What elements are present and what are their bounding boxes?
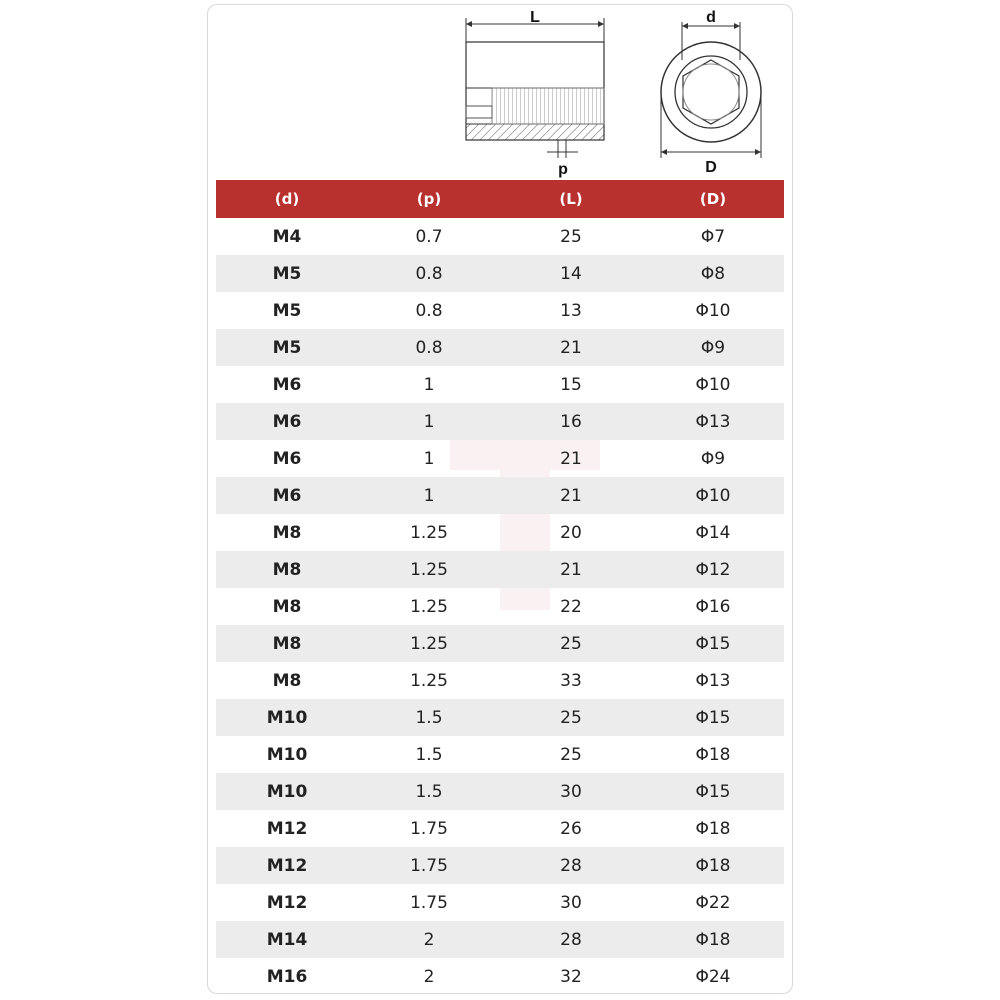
cell-pitch: 1.25 (410, 596, 448, 617)
cell-diameter: Φ10 (695, 485, 731, 506)
cell-thread-size: M8 (272, 559, 302, 580)
label-d: d (706, 9, 716, 26)
cell-thread-size: M8 (272, 522, 302, 543)
cell-length: 32 (560, 966, 582, 987)
cell-pitch: 1 (423, 411, 435, 432)
cell-thread-size: M5 (272, 263, 302, 284)
cell-pitch: 1.5 (415, 707, 443, 728)
cell-length: 13 (560, 300, 582, 321)
table-row (216, 736, 784, 773)
cell-thread-size: M6 (272, 374, 302, 395)
cell-thread-size: M14 (266, 929, 308, 950)
table-row (216, 218, 784, 255)
cell-pitch: 2 (423, 966, 435, 987)
cell-pitch: 1.5 (415, 744, 443, 765)
cell-diameter: Φ13 (695, 411, 731, 432)
table-row (216, 588, 784, 625)
cell-length: 21 (560, 448, 582, 469)
cell-diameter: Φ9 (700, 337, 726, 358)
cell-length: 21 (560, 559, 582, 580)
table-row (216, 477, 784, 514)
cell-length: 25 (560, 633, 582, 654)
cell-diameter: Φ10 (695, 374, 731, 395)
cell-diameter: Φ15 (695, 633, 731, 654)
end-view (661, 22, 761, 158)
label-D: D (705, 159, 717, 176)
table-row (216, 884, 784, 921)
cell-diameter: Φ24 (695, 966, 731, 987)
table-body (216, 218, 784, 995)
table-row (216, 625, 784, 662)
cell-diameter: Φ18 (695, 929, 731, 950)
cell-pitch: 1.75 (410, 892, 448, 913)
cell-pitch: 1.25 (410, 670, 448, 691)
cell-pitch: 1 (423, 448, 435, 469)
cell-thread-size: M5 (272, 300, 302, 321)
coupling-nut-diagram (0, 0, 1000, 180)
cell-diameter: Φ18 (695, 744, 731, 765)
cell-pitch: 1.25 (410, 559, 448, 580)
cell-length: 20 (560, 522, 582, 543)
table-row (216, 366, 784, 403)
table-row (216, 699, 784, 736)
cell-diameter: Φ10 (695, 300, 731, 321)
cell-length: 16 (560, 411, 582, 432)
cell-diameter: Φ8 (700, 263, 726, 284)
cell-diameter: Φ22 (695, 892, 731, 913)
cell-length: 22 (560, 596, 582, 617)
cell-diameter: Φ18 (695, 818, 731, 839)
cell-pitch: 1.25 (410, 633, 448, 654)
cell-length: 30 (560, 892, 582, 913)
table-row (216, 773, 784, 810)
table-header (216, 180, 784, 218)
cell-pitch: 1 (423, 485, 435, 506)
cell-length: 33 (560, 670, 582, 691)
table-row (216, 847, 784, 884)
cell-thread-size: M5 (272, 337, 302, 358)
table-row (216, 440, 784, 477)
cell-pitch: 1.25 (410, 522, 448, 543)
header-D: (D) (699, 190, 727, 208)
cell-length: 21 (560, 337, 582, 358)
table-row (216, 551, 784, 588)
cell-thread-size: M6 (272, 485, 302, 506)
cell-thread-size: M12 (266, 818, 308, 839)
table-row (216, 255, 784, 292)
cell-thread-size: M8 (272, 633, 302, 654)
label-p: p (558, 161, 568, 178)
cell-diameter: Φ7 (700, 226, 726, 247)
cell-thread-size: M6 (272, 448, 302, 469)
cell-diameter: Φ13 (695, 670, 731, 691)
cell-length: 25 (560, 744, 582, 765)
cell-thread-size: M10 (266, 707, 308, 728)
cell-pitch: 1.75 (410, 818, 448, 839)
cell-diameter: Φ9 (700, 448, 726, 469)
cell-thread-size: M16 (266, 966, 308, 987)
spec-table (216, 180, 784, 995)
cell-pitch: 0.8 (415, 263, 443, 284)
label-L: L (530, 9, 540, 26)
cell-diameter: Φ18 (695, 855, 731, 876)
cell-thread-size: M8 (272, 596, 302, 617)
cell-pitch: 2 (423, 929, 435, 950)
cell-diameter: Φ14 (695, 522, 731, 543)
header-p: (p) (416, 190, 442, 208)
cell-pitch: 1.5 (415, 781, 443, 802)
cell-length: 28 (560, 929, 582, 950)
cell-thread-size: M8 (272, 670, 302, 691)
cell-thread-size: M10 (266, 781, 308, 802)
table-row (216, 514, 784, 551)
cell-diameter: Φ15 (695, 707, 731, 728)
cell-diameter: Φ16 (695, 596, 731, 617)
cell-thread-size: M12 (266, 892, 308, 913)
cell-thread-size: M12 (266, 855, 308, 876)
cell-pitch: 1.75 (410, 855, 448, 876)
table-row (216, 958, 784, 995)
cell-pitch: 0.7 (415, 226, 443, 247)
table-row (216, 810, 784, 847)
table-row (216, 921, 784, 958)
cell-thread-size: M6 (272, 411, 302, 432)
cell-length: 25 (560, 707, 582, 728)
cell-length: 14 (560, 263, 582, 284)
cell-length: 26 (560, 818, 582, 839)
cell-length: 30 (560, 781, 582, 802)
cell-length: 25 (560, 226, 582, 247)
cell-length: 21 (560, 485, 582, 506)
cell-diameter: Φ15 (695, 781, 731, 802)
cell-thread-size: M4 (272, 226, 302, 247)
cell-length: 15 (560, 374, 582, 395)
table-row (216, 403, 784, 440)
cell-pitch: 0.8 (415, 337, 443, 358)
cell-pitch: 1 (423, 374, 435, 395)
cell-thread-size: M10 (266, 744, 308, 765)
header-L: (L) (559, 190, 583, 208)
table-row (216, 662, 784, 699)
cell-length: 28 (560, 855, 582, 876)
cell-diameter: Φ12 (695, 559, 731, 580)
header-d: (d) (274, 190, 300, 208)
table-row (216, 292, 784, 329)
cell-pitch: 0.8 (415, 300, 443, 321)
table-row (216, 329, 784, 366)
side-view (466, 18, 604, 158)
